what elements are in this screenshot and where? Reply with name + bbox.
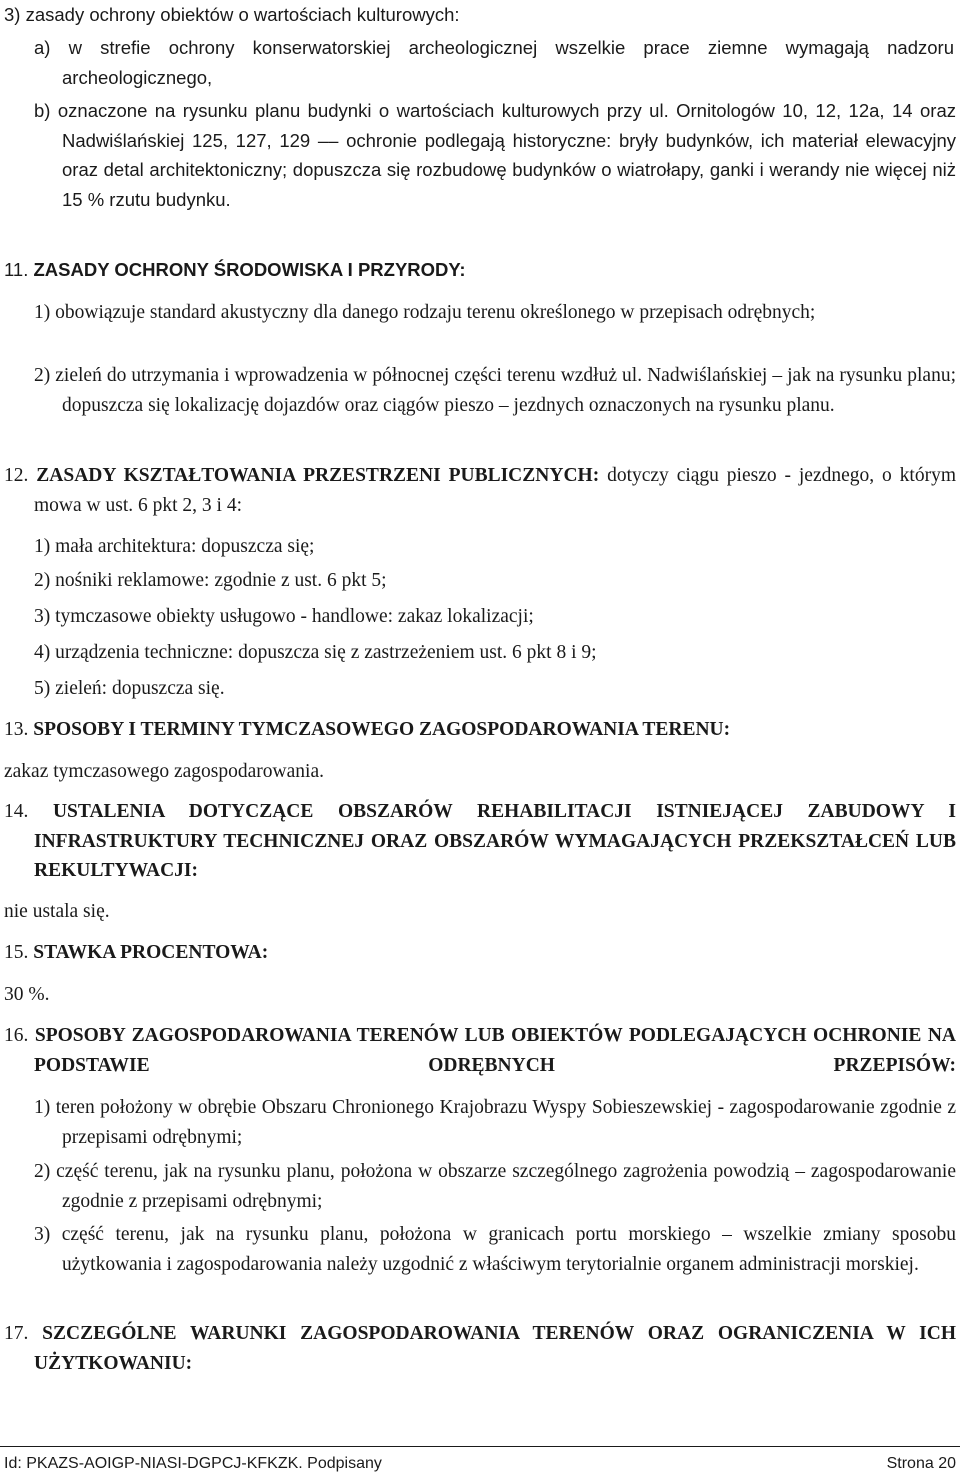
section-16-title: SPOSOBY ZAGOSPODAROWANIA TERENÓW LUB OBIEKTÓW PODLEGAJĄCYCH OCHRONIE NA PODSTAWIE ODRĘBNYCH PRZEPISÓW: — [34, 1025, 956, 1076]
section-11-item-1: 1) obowiązuje standard akustyczny dla danego rodzaju terenu określonego w przepisach odrębnych; — [34, 302, 816, 323]
section-13-heading — [4, 715, 956, 745]
section-15-body: 30 %. — [4, 984, 50, 1005]
section-13-number: 13. — [4, 719, 29, 740]
section-17-number: 17. — [4, 1323, 29, 1344]
section-15-heading — [4, 938, 944, 968]
section-16-item-2: 2) część terenu, jak na rysunku planu, położona w obszarze szczególnego zagrożenia powodzią – zagospodarowanie zgodnie z przepisami odrębnymi; — [34, 1161, 956, 1212]
section-16-item-3: 3) część terenu, jak na rysunku planu, położona w granicach portu morskiego – wszelkie zmiany sposobu użytkowania i zagospodarowania należy uzgodnić z właściwym terytorialnie organem administracji morskiej. — [34, 1224, 956, 1275]
section-12-item-3: 3) tymczasowe obiekty usługowo - handlowe: zakaz lokalizacji; — [34, 606, 534, 627]
section-16-number: 16. — [4, 1025, 29, 1046]
footer-divider — [0, 1446, 960, 1447]
section-14-heading — [4, 797, 956, 886]
section-12-heading — [4, 461, 956, 520]
section-11-title: ZASADY OCHRONY ŚRODOWISKA I PRZYRODY: — [33, 259, 466, 280]
section-13-title: SPOSOBY I TERMINY TYMCZASOWEGO ZAGOSPODAROWANIA TERENU: — [33, 719, 731, 740]
section-11-number: 11. — [4, 259, 29, 280]
section-12-title: ZASADY KSZTAŁTOWANIA PRZESTRZENI PUBLICZNYCH: — [36, 465, 600, 486]
section-14-title: USTALENIA DOTYCZĄCE OBSZARÓW REHABILITACJI ISTNIEJĄCEJ ZABUDOWY I INFRASTRUKTURY TECHNICZNEJ ORAZ OBSZARÓW WYMAGAJĄCYCH PRZEKSZTAŁCEŃ LUB REKULTYWACJI: — [34, 801, 956, 881]
section-12-item-1: 1) mała architektura: dopuszcza się; — [34, 536, 315, 557]
section-15-number: 15. — [4, 942, 29, 963]
footer-document-id: Id: PKAZS-AOIGP-NIASI-DGPCJ-KFKZK. Podpisany — [4, 1455, 382, 1472]
section-17-title: SZCZEGÓLNE WARUNKI ZAGOSPODAROWANIA TERENÓW ORAZ OGRANICZENIA W ICH UŻYTKOWANIU: — [34, 1323, 956, 1374]
footer-page-number: Strona 20 — [886, 1455, 956, 1472]
subsection-3-item-b: b) oznaczone na rysunku planu budynki o wartościach kulturowych przy ul. Ornitologów 10, 12, 12a, 14 oraz Nadwiślańskiej 125, 127, 129 –– ochronie podlegają historyczne: bryły budynków, ich materiał elewacyjny oraz detal architektoniczny; dopuszcza się rozbudowę budynków o wiatrołapy, ganki i werandy nie więcej niż 15 % rzutu budynku. — [34, 100, 956, 210]
subsection-3-title: 3) zasady ochrony obiektów o wartościach kulturowych: — [4, 4, 460, 25]
section-11-item-2: 2) zieleń do utrzymania i wprowadzenia w północnej części terenu wzdłuż ul. Nadwiślańskiej – jak na rysunku planu; dopuszcza się lokalizację dojazdów oraz ciągów pieszo – jezdnych oznaczonych na rysunku planu. — [34, 365, 956, 416]
section-12-tail: dotyczy ciągu pieszo - jezdnego, o którym mowa w ust. 6 pkt 2, 3 i 4: — [34, 465, 956, 516]
section-12-item-2: 2) nośniki reklamowe: zgodnie z ust. 6 pkt 5; — [34, 570, 387, 591]
section-12-item-4: 4) urządzenia techniczne: dopuszcza się z zastrzeżeniem ust. 6 pkt 8 i 9; — [34, 642, 597, 663]
section-16-heading — [4, 1021, 956, 1081]
section-17-heading — [4, 1319, 956, 1379]
subsection-3-item-a: a) w strefie ochrony konserwatorskiej archeologicznej wszelkie prace ziemne wymagają nadzoru archeologicznego, — [34, 37, 954, 88]
section-14-body: nie ustala się. — [4, 901, 110, 922]
section-16-item-1: 1) teren położony w obrębie Obszaru Chronionego Krajobrazu Wyspy Sobieszewskiej - zagospodarowanie zgodnie z przepisami odrębnymi; — [34, 1097, 956, 1148]
section-14-number: 14. — [4, 801, 29, 822]
section-15-title: STAWKA PROCENTOWA: — [33, 942, 269, 963]
section-11-heading — [4, 255, 944, 285]
section-12-item-5: 5) zieleń: dopuszcza się. — [34, 678, 225, 699]
section-13-body: zakaz tymczasowego zagospodarowania. — [4, 761, 324, 782]
section-12-number: 12. — [4, 465, 29, 486]
